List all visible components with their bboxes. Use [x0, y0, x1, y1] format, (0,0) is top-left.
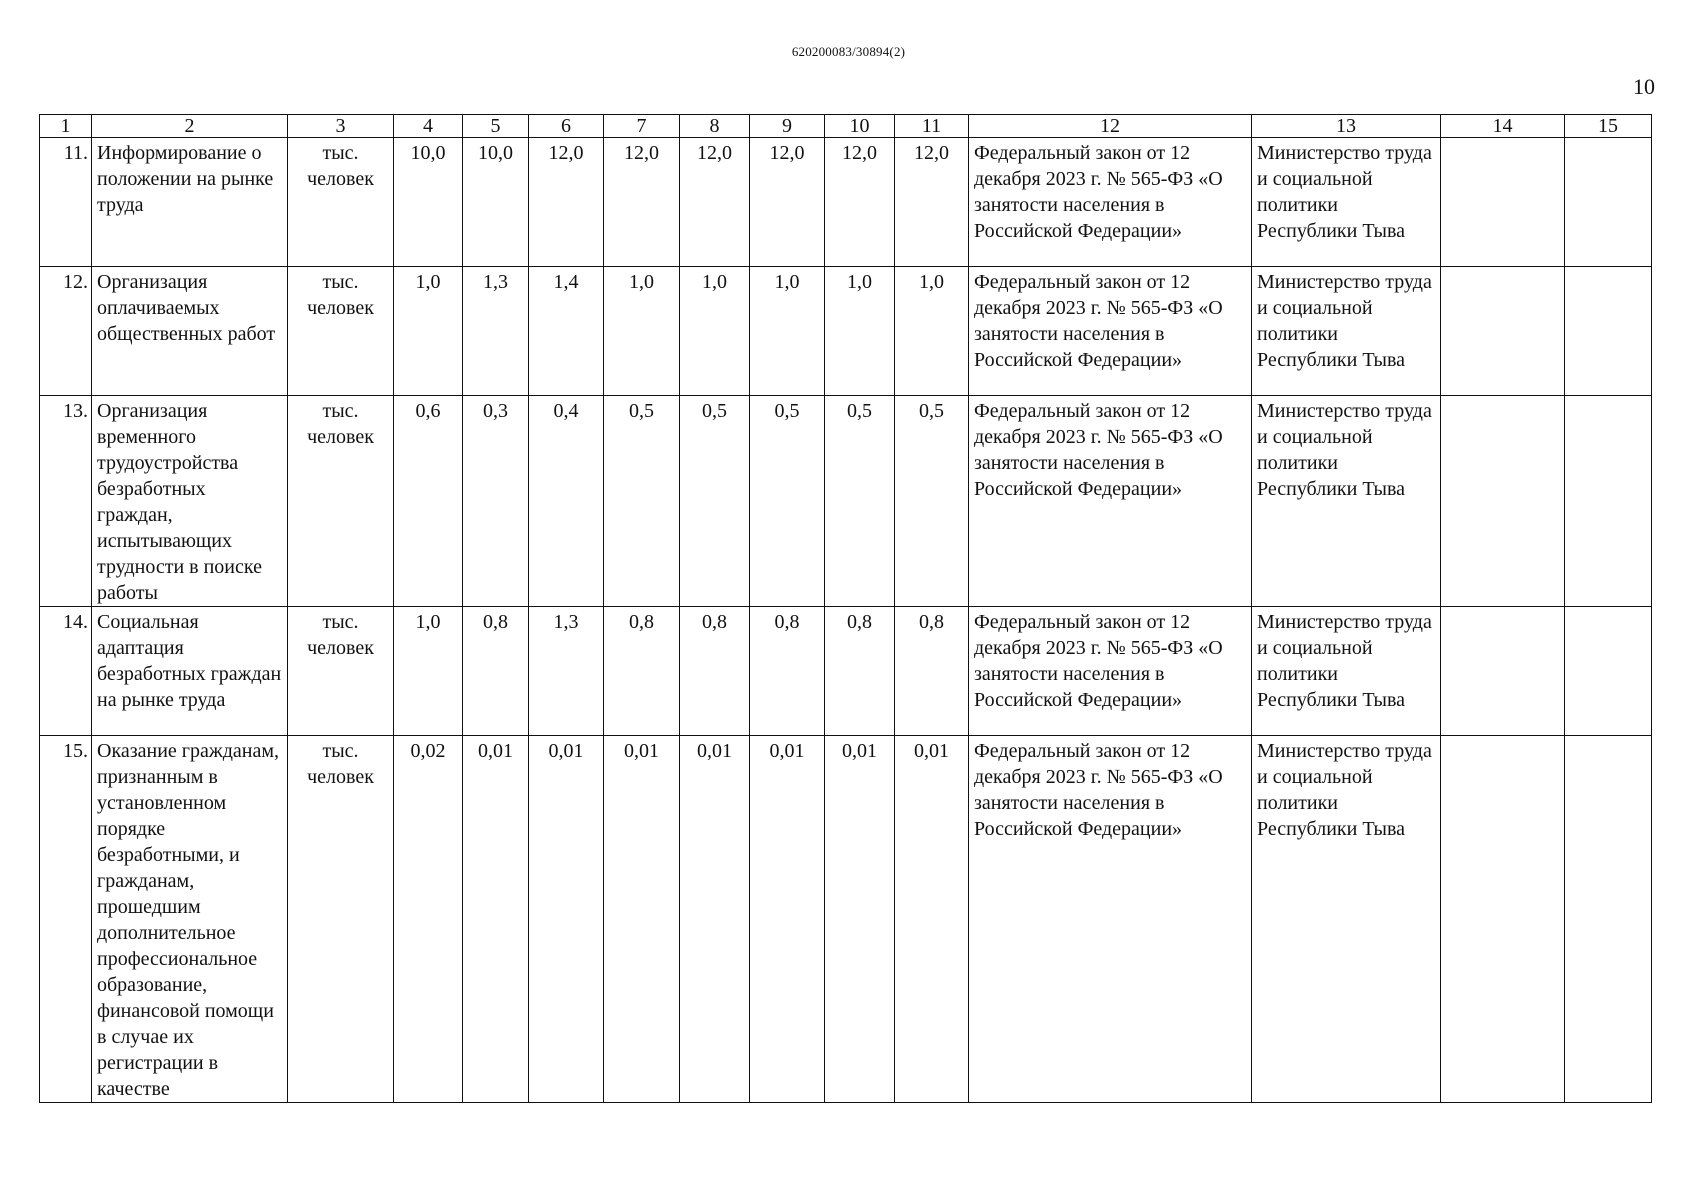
value-cell: 0,02	[394, 736, 463, 1103]
col14-cell	[1441, 736, 1565, 1103]
value-cell: 12,0	[680, 138, 750, 267]
value-cell: 12,0	[825, 138, 895, 267]
document-id: 620200083/30894(2)	[791, 44, 906, 59]
col15-cell	[1565, 736, 1652, 1103]
unit-cell: тыс. человек	[288, 607, 394, 736]
col15-cell	[1565, 396, 1652, 607]
table-row	[40, 396, 1652, 607]
value-cell: 0,01	[604, 736, 680, 1103]
value-cell: 0,3	[463, 396, 529, 607]
value-cell: 0,5	[825, 396, 895, 607]
measure-name: Организация временного трудоустройства безработных граждан, испытывающих трудности в поиске работы	[92, 396, 288, 607]
value-cell: 0,8	[463, 607, 529, 736]
value-cell: 1,0	[394, 607, 463, 736]
value-cell: 1,0	[750, 267, 825, 396]
value-cell: 12,0	[529, 138, 604, 267]
legal-basis-cell: Федеральный закон от 12 декабря 2023 г. № 565-ФЗ «О занятости населения в Российской Федерации»	[969, 138, 1252, 267]
table-row	[40, 736, 1652, 1103]
value-cell: 0,5	[680, 396, 750, 607]
col14-cell	[1441, 607, 1565, 736]
unit-cell: тыс. человек	[288, 736, 394, 1103]
header-cell: 10	[825, 115, 895, 138]
value-cell: 1,0	[895, 267, 969, 396]
table-row	[40, 267, 1652, 396]
legal-basis-cell: Федеральный закон от 12 декабря 2023 г. № 565-ФЗ «О занятости населения в Российской Федерации»	[969, 736, 1252, 1103]
responsible-cell: Министерство труда и социальной политики Республики Тыва	[1252, 396, 1441, 607]
value-cell: 0,01	[680, 736, 750, 1103]
header-cell: 9	[750, 115, 825, 138]
value-cell: 0,8	[604, 607, 680, 736]
measure-name: Информирование о положении на рынке труда	[92, 138, 288, 267]
header-cell: 6	[529, 115, 604, 138]
value-cell: 12,0	[750, 138, 825, 267]
header-cell: 12	[969, 115, 1252, 138]
responsible-cell: Министерство труда и социальной политики Республики Тыва	[1252, 736, 1441, 1103]
header-cell: 13	[1252, 115, 1441, 138]
responsible-cell: Министерство труда и социальной политики Республики Тыва	[1252, 267, 1441, 396]
col14-cell	[1441, 267, 1565, 396]
row-number: 14.	[40, 607, 92, 736]
row-number: 11.	[40, 138, 92, 267]
header-cell: 7	[604, 115, 680, 138]
value-cell: 0,01	[529, 736, 604, 1103]
measure-name: Оказание гражданам, признанным в установленном порядке безработными, и гражданам, прошедшим дополнительное профессиональное образование, финансовой помощи в случае их регистрации в качестве	[92, 736, 288, 1103]
responsible-cell: Министерство труда и социальной политики Республики Тыва	[1252, 138, 1441, 267]
value-cell: 0,8	[680, 607, 750, 736]
measure-name: Социальная адаптация безработных граждан на рынке труда	[92, 607, 288, 736]
value-cell: 0,8	[895, 607, 969, 736]
col15-cell	[1565, 138, 1652, 267]
legal-basis-cell: Федеральный закон от 12 декабря 2023 г. № 565-ФЗ «О занятости населения в Российской Федерации»	[969, 396, 1252, 607]
value-cell: 1,3	[463, 267, 529, 396]
header-cell: 14	[1441, 115, 1565, 138]
header-cell: 3	[288, 115, 394, 138]
value-cell: 1,0	[680, 267, 750, 396]
row-number: 13.	[40, 396, 92, 607]
col14-cell	[1441, 396, 1565, 607]
col15-cell	[1565, 607, 1652, 736]
row-number: 12.	[40, 267, 92, 396]
header-cell: 2	[92, 115, 288, 138]
value-cell: 0,01	[750, 736, 825, 1103]
value-cell: 1,0	[394, 267, 463, 396]
page-number: 10	[1633, 74, 1655, 99]
header-cell: 11	[895, 115, 969, 138]
row-number: 15.	[40, 736, 92, 1103]
col14-cell	[1441, 138, 1565, 267]
header-cell: 15	[1565, 115, 1652, 138]
header-cell: 5	[463, 115, 529, 138]
value-cell: 0,5	[750, 396, 825, 607]
value-cell: 0,5	[604, 396, 680, 607]
responsible-cell: Министерство труда и социальной политики Республики Тыва	[1252, 607, 1441, 736]
value-cell: 12,0	[895, 138, 969, 267]
header-cell: 8	[680, 115, 750, 138]
value-cell: 0,8	[750, 607, 825, 736]
header-row	[40, 115, 1652, 138]
legal-basis-cell: Федеральный закон от 12 декабря 2023 г. № 565-ФЗ «О занятости населения в Российской Федерации»	[969, 267, 1252, 396]
value-cell: 0,01	[895, 736, 969, 1103]
value-cell: 1,0	[604, 267, 680, 396]
measure-name: Организация оплачиваемых общественных работ	[92, 267, 288, 396]
table-row	[40, 607, 1652, 736]
header-cell: 4	[394, 115, 463, 138]
value-cell: 10,0	[463, 138, 529, 267]
indicators-table	[39, 114, 1652, 1103]
unit-cell: тыс. человек	[288, 138, 394, 267]
value-cell: 0,6	[394, 396, 463, 607]
value-cell: 12,0	[604, 138, 680, 267]
unit-cell: тыс. человек	[288, 396, 394, 607]
value-cell: 0,5	[895, 396, 969, 607]
value-cell: 0,01	[825, 736, 895, 1103]
legal-basis-cell: Федеральный закон от 12 декабря 2023 г. № 565-ФЗ «О занятости населения в Российской Федерации»	[969, 607, 1252, 736]
value-cell: 1,3	[529, 607, 604, 736]
value-cell: 1,4	[529, 267, 604, 396]
value-cell: 10,0	[394, 138, 463, 267]
header-cell: 1	[40, 115, 92, 138]
value-cell: 0,4	[529, 396, 604, 607]
value-cell: 1,0	[825, 267, 895, 396]
table-row	[40, 138, 1652, 267]
unit-cell: тыс. человек	[288, 267, 394, 396]
value-cell: 0,01	[463, 736, 529, 1103]
col15-cell	[1565, 267, 1652, 396]
value-cell: 0,8	[825, 607, 895, 736]
